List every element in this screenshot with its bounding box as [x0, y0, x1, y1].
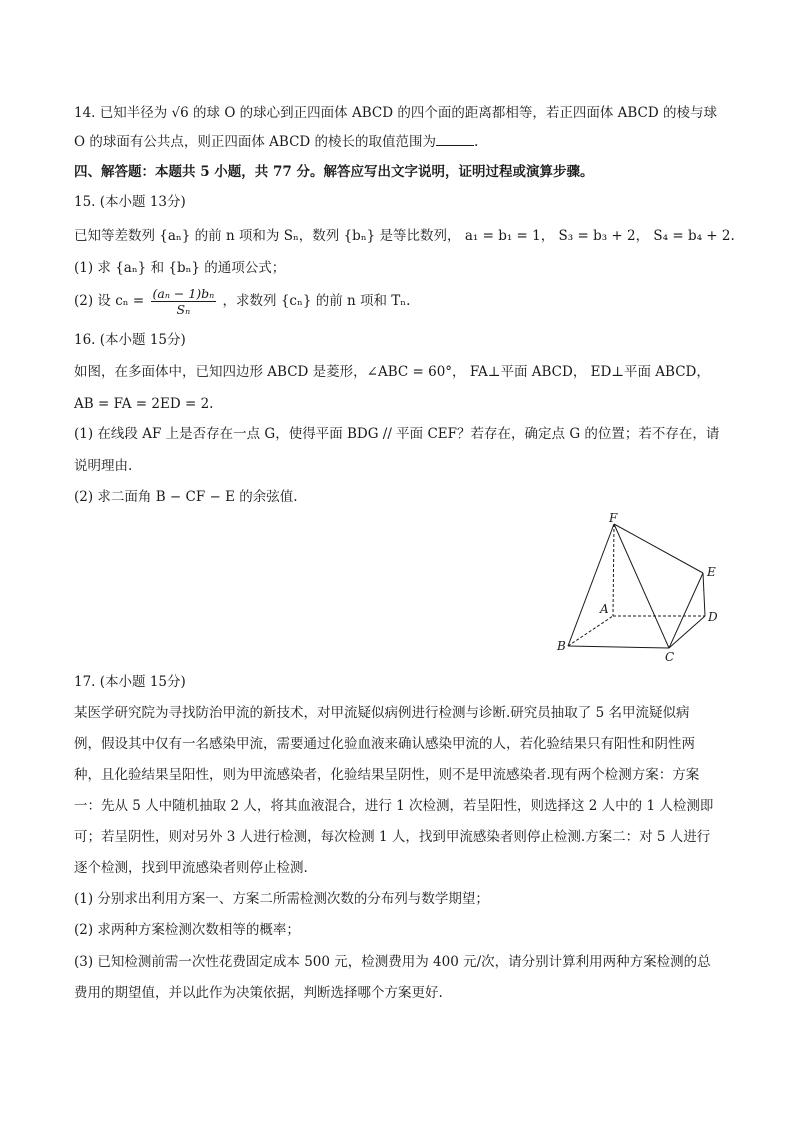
q17-part-2: (2) 求两种方案检测次数相等的概率； — [74, 922, 300, 938]
q16-stem-2: AB = FA = 2ED = 2. — [74, 396, 214, 412]
q15-title: 15. (本小题 13分) — [74, 194, 186, 210]
vertex-label-D: D — [708, 610, 718, 624]
fraction-denominator: Sₙ — [176, 302, 191, 317]
cn-fraction — [151, 286, 217, 317]
edge-BC — [568, 646, 669, 648]
polyhedron-figure — [555, 505, 735, 665]
vertex-label-F: F — [609, 511, 618, 525]
q16-part-1-line-1: (1) 在线段 AF 上是否存在一点 G，使得平面 BDG // 平面 CEF？若存在，确定点 G 的位置；若不存在，请 — [74, 426, 720, 442]
q15-part-2 — [74, 286, 410, 317]
answer-blank — [436, 132, 474, 146]
q17-line: 例，假设其中仅有一名感染甲流，需要通过化验血液来确认感染甲流的人，若化验结果只有阳性和阴性两 — [74, 736, 695, 752]
q15-stem: 已知等差数列 {aₙ} 的前 n 项和为 Sₙ，数列 {bₙ} 是等比数列， a₁ = b₁ = 1， S₃ = b₃ + 2， S₄ = b₄ + 2. — [74, 228, 735, 244]
q16-stem-1: 如图，在多面体中，已知四边形 ABCD 是菱形，∠ABC = 60°， FA⊥平面 ABCD， ED⊥平面 ABCD， — [74, 364, 710, 380]
q17-title: 17. (本小题 15分) — [74, 674, 186, 690]
q17-part-3-line-2: 费用的期望值，并以此作为决策依据，判断选择哪个方案更好. — [74, 985, 443, 1001]
q17-line: 逐个检测，找到甲流感染者则停止检测. — [74, 860, 308, 876]
q17-line: 一：先从 5 人中随机抽取 2 人，将其血液混合，进行 1 次检测，若呈阳性，则选择这 2 人中的 1 人检测即 — [74, 798, 714, 814]
q14-line-2-end: . — [474, 134, 479, 150]
q17-line: 某医学研究院为寻找防治甲流的新技术，对甲流疑似病例进行检测与诊断.研究员抽取了 5 名甲流疑似病 — [74, 705, 690, 721]
q17-line: 可；若呈阴性，则对另外 3 人进行检测，每次检测 1 人，找到甲流感染者则停止检测.方案二：对 5 人进行 — [74, 829, 711, 845]
q14-line-2-text: O 的球面有公共点，则正四面体 ABCD 的棱长的取值范围为 — [74, 134, 437, 150]
q15-part-2-suffix: ，求数列 {cₙ} 的前 n 项和 Tₙ. — [222, 293, 411, 309]
q16-part-1-line-2: 说明理由. — [74, 458, 133, 474]
edge-FB — [568, 524, 614, 646]
vertex-label-A: A — [600, 602, 609, 616]
q17-line: 种，且化验结果呈阳性，则为甲流感染者，化验结果呈阴性，则不是甲流感染者.现有两个检测方案：方案 — [74, 767, 700, 783]
q14-line-1: 14. 已知半径为 √6 的球 O 的球心到正四面体 ABCD 的四个面的距离都相等，若正四面体 ABCD 的棱与球 — [74, 105, 717, 121]
q16-part-2: (2) 求二面角 B − CF − E 的余弦值. — [74, 489, 298, 505]
section-header: 四、解答题：本题共 5 小题，共 77 分。解答应写出文字说明，证明过程或演算步骤。 — [74, 164, 594, 180]
edge-CD — [669, 616, 705, 648]
vertex-label-C: C — [665, 650, 675, 664]
q15-part-2-prefix: (2) 设 cₙ = — [74, 293, 145, 309]
edge-EC — [669, 573, 703, 648]
fraction-numerator: (aₙ − 1)bₙ — [152, 286, 215, 301]
edge-ED — [703, 573, 705, 616]
vertex-label-B: B — [557, 639, 566, 653]
vertex-label-E: E — [707, 565, 716, 579]
edge-FA-hidden — [613, 524, 614, 616]
edge-FC — [614, 524, 669, 648]
q15-part-1: (1) 求 {aₙ} 和 {bₙ} 的通项公式； — [74, 260, 286, 276]
edge-FE — [614, 524, 703, 573]
q14-line-2 — [74, 132, 478, 152]
q17-part-3-line-1: (3) 已知检测前需一次性花费固定成本 500 元，检测费用为 400 元/次，请分别计算利用两种方案检测的总 — [74, 954, 711, 970]
q17-part-1: (1) 分别求出利用方案一、方案二所需检测次数的分布列与数学期望； — [74, 891, 489, 907]
edge-BA-hidden — [568, 616, 613, 646]
q16-title: 16. (本小题 15分) — [74, 332, 186, 348]
